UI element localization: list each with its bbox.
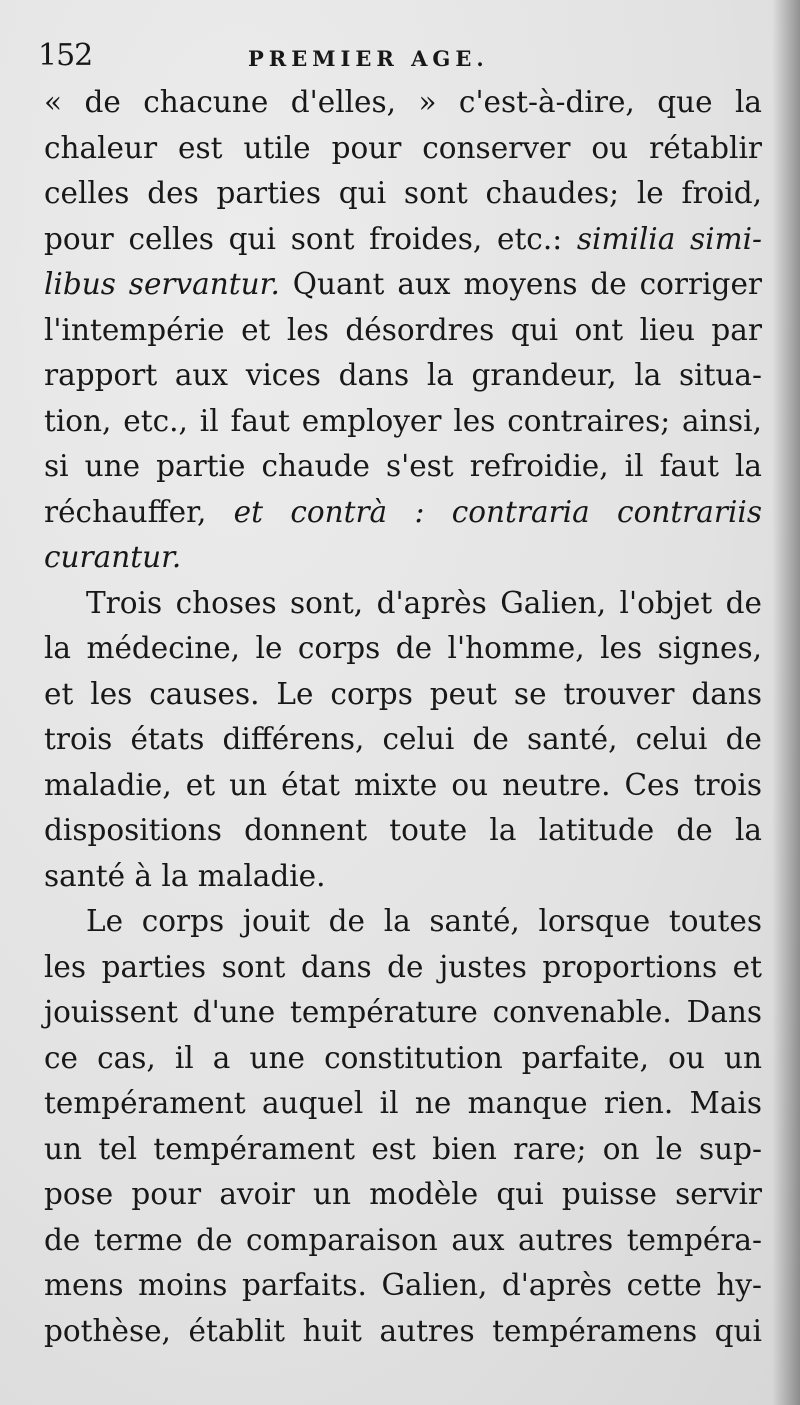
text-line: trois états différens, celui de santé, celui de xyxy=(44,722,762,756)
text-line: « de chacune d'elles, » c'est-à-dire, que la xyxy=(44,85,762,119)
paragraph xyxy=(44,899,762,1354)
text-line xyxy=(44,217,762,263)
text-line: rapport aux vices dans la grandeur, la situa- xyxy=(44,358,762,392)
text-line xyxy=(44,535,762,581)
running-head: PREMIER AGE. xyxy=(248,46,489,71)
paragraph xyxy=(44,581,762,900)
page-header xyxy=(38,38,758,78)
text-span: Quant aux moyens de corriger xyxy=(292,267,762,301)
text-line: santé à la maladie. xyxy=(44,858,326,893)
text-line: mens moins parfaits. Galien, d'après cette hy- xyxy=(44,1268,762,1302)
latin-phrase: curantur. xyxy=(44,540,182,574)
page-number: 152 xyxy=(38,38,93,73)
latin-phrase: et contrà : contraria contrariis xyxy=(233,494,762,529)
text-line: les parties sont dans de justes proportions et xyxy=(44,949,762,984)
text-line: chaleur est utile pour conserver ou rétablir xyxy=(44,130,762,165)
latin-phrase: libus servantur. xyxy=(44,267,280,301)
text-line xyxy=(44,262,762,308)
page-edge-shadow xyxy=(772,0,800,1405)
text-line: maladie, et un état mixte ou neutre. Ces trois xyxy=(44,767,762,802)
text-span: réchauffer, xyxy=(44,494,207,529)
text-line: celles des parties qui sont chaudes; le froid, xyxy=(44,176,762,210)
text-line: pose pour avoir un modèle qui puisse servir xyxy=(44,1177,762,1211)
latin-phrase: similia simi- xyxy=(576,221,762,256)
text-line: dispositions donnent toute la latitude de la xyxy=(44,813,762,847)
text-line: tion, etc., il faut employer les contraires; ainsi, xyxy=(44,403,762,438)
text-line: tempérament auquel il ne manque rien. Mais xyxy=(44,1086,762,1120)
text-line xyxy=(44,490,762,536)
paragraph xyxy=(44,80,762,581)
text-line: un tel tempérament est bien rare; on le sup- xyxy=(44,1131,762,1166)
text-line: et les causes. Le corps peut se trouver dans xyxy=(44,676,762,711)
body-text xyxy=(44,80,762,1354)
text-line: la médecine, le corps de l'homme, les signes, xyxy=(44,631,762,665)
text-line: l'intempérie et les désordres qui ont lieu par xyxy=(44,312,762,347)
text-line: pothèse, établit huit autres tempéramens qui xyxy=(44,1313,762,1348)
text-line: jouissent d'une température convenable. Dans xyxy=(44,995,762,1029)
text-span: pour celles qui sont froides, etc.: xyxy=(44,221,563,256)
text-line: ce cas, il a une constitution parfaite, ou un xyxy=(44,1040,762,1075)
text-line: Le corps jouit de la santé, lorsque toutes xyxy=(86,904,762,938)
text-line: de terme de comparaison aux autres tempéra- xyxy=(44,1222,762,1257)
text-line: si une partie chaude s'est refroidie, il faut la xyxy=(44,449,762,483)
text-line: Trois choses sont, d'après Galien, l'objet de xyxy=(86,585,762,620)
